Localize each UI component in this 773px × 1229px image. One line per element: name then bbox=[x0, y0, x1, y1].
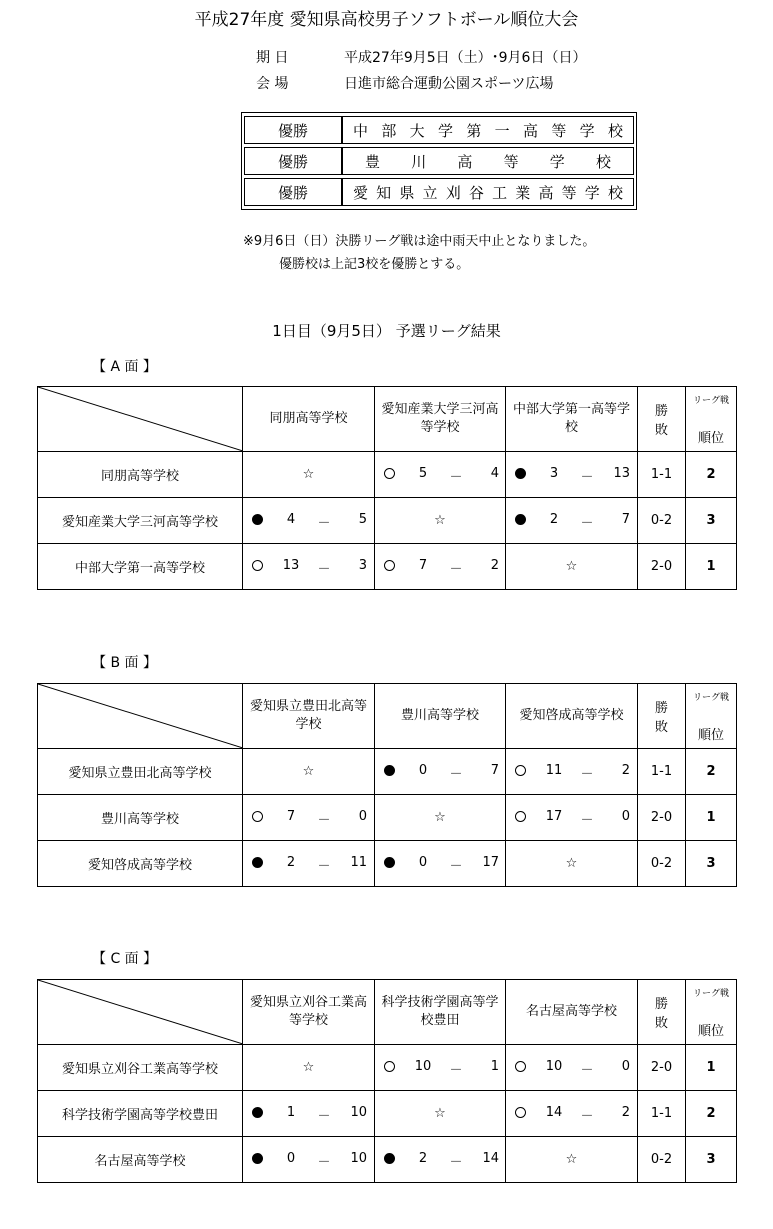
loss-label: 敗 bbox=[654, 720, 668, 735]
score-cell bbox=[243, 795, 375, 841]
diagonal-header-cell bbox=[38, 387, 243, 452]
loss-mark-icon bbox=[252, 1153, 263, 1164]
score-dash: － bbox=[317, 1109, 331, 1124]
win-mark-icon bbox=[515, 1107, 526, 1118]
win-mark-icon bbox=[515, 765, 526, 776]
header-row bbox=[38, 387, 737, 452]
section-label-c: 【 C 面 】 bbox=[92, 951, 158, 967]
self-match-cell: ☆ bbox=[506, 544, 638, 590]
team-name: 豊川高等学校 bbox=[38, 795, 243, 841]
page-title: 平成27年度 愛知県高校男子ソフトボール順位大会 bbox=[194, 10, 579, 30]
column-header: 同朋高等学校 bbox=[243, 387, 375, 452]
winner-row bbox=[244, 178, 634, 206]
team-name: 名古屋高等学校 bbox=[38, 1137, 243, 1183]
score-dash: － bbox=[580, 516, 594, 531]
loss-label: 敗 bbox=[654, 1016, 668, 1031]
score-against: 13 bbox=[613, 466, 630, 481]
loss-mark-icon bbox=[252, 857, 263, 868]
loss-mark-icon bbox=[252, 1107, 263, 1118]
score-for: 4 bbox=[286, 512, 296, 527]
section-label-b: 【 B 面 】 bbox=[92, 655, 157, 671]
score-against: 1 bbox=[490, 1059, 499, 1074]
score-for: 7 bbox=[286, 809, 296, 824]
score-cell bbox=[506, 795, 638, 841]
score-dash: － bbox=[317, 859, 331, 874]
team-name: 愛知啓成高等学校 bbox=[38, 841, 243, 887]
table-row bbox=[38, 498, 737, 544]
score-dash: － bbox=[317, 562, 331, 577]
league-label: リーグ戦 bbox=[692, 396, 729, 406]
team-name: 中部大学第一高等学校 bbox=[38, 544, 243, 590]
section-label-a: 【 A 面 】 bbox=[92, 359, 157, 375]
rank: 1 bbox=[686, 795, 737, 841]
score-for: 10 bbox=[545, 1059, 563, 1074]
loss-mark-icon bbox=[252, 514, 263, 525]
column-header: 愛知産業大学三河高等学校 bbox=[375, 387, 506, 452]
rank: 3 bbox=[686, 841, 737, 887]
score-for: 1 bbox=[286, 1105, 296, 1120]
table-row bbox=[38, 795, 737, 841]
team-name: 同朋高等学校 bbox=[38, 452, 243, 498]
score-against: 2 bbox=[621, 1105, 630, 1120]
record: 0-2 bbox=[638, 1137, 686, 1183]
column-header: 豊川高等学校 bbox=[375, 684, 506, 749]
table-row bbox=[38, 749, 737, 795]
score-against: 10 bbox=[350, 1105, 367, 1120]
score-cell bbox=[375, 1137, 506, 1183]
rank-label: 順位 bbox=[697, 728, 724, 743]
results-table bbox=[37, 683, 737, 887]
score-dash: － bbox=[580, 1109, 594, 1124]
score-against: 17 bbox=[482, 855, 499, 870]
team-name: 科学技術学園高等学校豊田 bbox=[38, 1091, 243, 1137]
rank: 2 bbox=[686, 749, 737, 795]
results-table bbox=[37, 386, 737, 590]
column-header: 愛知啓成高等学校 bbox=[506, 684, 638, 749]
score-for: 14 bbox=[545, 1105, 563, 1120]
winner-school: 愛知県立刈谷工業高等学校 bbox=[342, 178, 634, 206]
self-match-cell: ☆ bbox=[375, 498, 506, 544]
date-value: 平成27年9月5日（土）･9月6日（日） bbox=[344, 50, 587, 66]
score-cell bbox=[506, 749, 638, 795]
loss-mark-icon bbox=[515, 468, 526, 479]
win-label: 勝 bbox=[654, 404, 668, 419]
header-row bbox=[38, 980, 737, 1045]
score-cell bbox=[375, 1045, 506, 1091]
winner-label: 優勝 bbox=[244, 147, 342, 175]
win-mark-icon bbox=[384, 1061, 395, 1072]
win-mark-icon bbox=[384, 468, 395, 479]
win-label: 勝 bbox=[654, 701, 668, 716]
header-row bbox=[38, 684, 737, 749]
score-against: 10 bbox=[350, 1151, 367, 1166]
score-cell bbox=[506, 452, 638, 498]
loss-mark-icon bbox=[384, 765, 395, 776]
score-cell bbox=[506, 1091, 638, 1137]
score-dash: － bbox=[317, 516, 331, 531]
rank-header bbox=[686, 980, 737, 1045]
rank: 1 bbox=[686, 1045, 737, 1091]
team-name: 愛知県立刈谷工業高等学校 bbox=[38, 1045, 243, 1091]
win-mark-icon bbox=[252, 560, 263, 571]
win-loss-header bbox=[638, 387, 686, 452]
rank: 1 bbox=[686, 544, 737, 590]
table-row bbox=[38, 1137, 737, 1183]
loss-mark-icon bbox=[384, 1153, 395, 1164]
score-against: 0 bbox=[358, 809, 367, 824]
score-for: 0 bbox=[286, 1151, 296, 1166]
record: 0-2 bbox=[638, 841, 686, 887]
score-for: 11 bbox=[545, 763, 563, 778]
self-match-cell: ☆ bbox=[243, 749, 375, 795]
rank: 2 bbox=[686, 452, 737, 498]
rank-label: 順位 bbox=[697, 1024, 724, 1039]
win-loss-header bbox=[638, 684, 686, 749]
loss-label: 敗 bbox=[654, 423, 668, 438]
score-cell bbox=[243, 498, 375, 544]
score-for: 7 bbox=[418, 558, 428, 573]
winner-row bbox=[244, 147, 634, 175]
score-against: 2 bbox=[490, 558, 499, 573]
score-against: 7 bbox=[490, 763, 499, 778]
results-table bbox=[37, 979, 737, 1183]
table-row bbox=[38, 1045, 737, 1091]
win-mark-icon bbox=[384, 560, 395, 571]
score-against: 5 bbox=[358, 512, 367, 527]
date-label: 期 日 bbox=[256, 50, 289, 66]
winner-school: 中部大学第一高等学校 bbox=[342, 116, 634, 144]
record: 2-0 bbox=[638, 544, 686, 590]
table-row bbox=[38, 1091, 737, 1137]
record: 2-0 bbox=[638, 795, 686, 841]
self-match-cell: ☆ bbox=[375, 1091, 506, 1137]
score-dash: － bbox=[580, 470, 594, 485]
score-dash: － bbox=[449, 767, 463, 782]
score-cell bbox=[243, 1091, 375, 1137]
winner-label: 優勝 bbox=[244, 178, 342, 206]
score-against: 0 bbox=[621, 1059, 630, 1074]
score-against: 2 bbox=[621, 763, 630, 778]
rank-header bbox=[686, 387, 737, 452]
rank-header bbox=[686, 684, 737, 749]
table-row bbox=[38, 544, 737, 590]
score-against: 4 bbox=[490, 466, 499, 481]
win-mark-icon bbox=[515, 811, 526, 822]
win-mark-icon bbox=[515, 1061, 526, 1072]
column-header: 科学技術学園高等学校豊田 bbox=[375, 980, 506, 1045]
score-against: 0 bbox=[621, 809, 630, 824]
column-header: 中部大学第一高等学校 bbox=[506, 387, 638, 452]
self-match-cell: ☆ bbox=[243, 452, 375, 498]
score-dash: － bbox=[580, 767, 594, 782]
score-cell bbox=[506, 498, 638, 544]
score-for: 2 bbox=[286, 855, 296, 870]
score-dash: － bbox=[317, 1155, 331, 1170]
score-dash: － bbox=[449, 859, 463, 874]
team-name: 愛知県立豊田北高等学校 bbox=[38, 749, 243, 795]
league-label: リーグ戦 bbox=[692, 693, 729, 703]
record: 2-0 bbox=[638, 1045, 686, 1091]
score-cell bbox=[375, 841, 506, 887]
column-header: 愛知県立刈谷工業高等学校 bbox=[243, 980, 375, 1045]
score-for: 2 bbox=[418, 1151, 428, 1166]
winner-school: 豊川高等学校 bbox=[342, 147, 634, 175]
self-match-cell: ☆ bbox=[243, 1045, 375, 1091]
diagonal-header-cell bbox=[38, 980, 243, 1045]
record: 0-2 bbox=[638, 498, 686, 544]
score-for: 2 bbox=[549, 512, 559, 527]
rank: 2 bbox=[686, 1091, 737, 1137]
score-against: 11 bbox=[350, 855, 367, 870]
score-dash: － bbox=[449, 1063, 463, 1078]
record: 1-1 bbox=[638, 452, 686, 498]
score-for: 10 bbox=[414, 1059, 432, 1074]
score-dash: － bbox=[317, 813, 331, 828]
winner-label: 優勝 bbox=[244, 116, 342, 144]
day-title: 1日目（9月5日） 予選リーグ結果 bbox=[272, 322, 501, 340]
score-cell bbox=[243, 841, 375, 887]
winners-table bbox=[241, 112, 637, 210]
self-match-cell: ☆ bbox=[506, 1137, 638, 1183]
note-line-1: ※9月6日（日）決勝リーグ戦は途中雨天中止となりました。 bbox=[243, 234, 596, 249]
team-name: 愛知産業大学三河高等学校 bbox=[38, 498, 243, 544]
score-dash: － bbox=[580, 1063, 594, 1078]
win-label: 勝 bbox=[654, 997, 668, 1012]
self-match-cell: ☆ bbox=[506, 841, 638, 887]
score-cell bbox=[375, 544, 506, 590]
score-dash: － bbox=[449, 1155, 463, 1170]
score-against: 3 bbox=[358, 558, 367, 573]
score-cell bbox=[243, 1137, 375, 1183]
venue-value: 日進市総合運動公園スポーツ広場 bbox=[344, 76, 554, 92]
score-for: 13 bbox=[282, 558, 300, 573]
score-cell bbox=[375, 452, 506, 498]
column-header: 愛知県立豊田北高等学校 bbox=[243, 684, 375, 749]
league-label: リーグ戦 bbox=[692, 989, 729, 999]
rank-label: 順位 bbox=[697, 431, 724, 446]
venue-label: 会 場 bbox=[256, 76, 289, 92]
record: 1-1 bbox=[638, 1091, 686, 1137]
score-for: 0 bbox=[418, 855, 428, 870]
score-for: 0 bbox=[418, 763, 428, 778]
score-dash: － bbox=[449, 470, 463, 485]
score-cell bbox=[243, 544, 375, 590]
table-row bbox=[38, 452, 737, 498]
score-dash: － bbox=[580, 813, 594, 828]
rank: 3 bbox=[686, 1137, 737, 1183]
score-against: 14 bbox=[482, 1151, 499, 1166]
score-cell bbox=[506, 1045, 638, 1091]
score-for: 3 bbox=[549, 466, 559, 481]
table-row bbox=[38, 841, 737, 887]
loss-mark-icon bbox=[515, 514, 526, 525]
self-match-cell: ☆ bbox=[375, 795, 506, 841]
score-for: 5 bbox=[418, 466, 428, 481]
note-line-2: 優勝校は上記3校を優勝とする。 bbox=[279, 257, 470, 272]
winner-row bbox=[244, 116, 634, 144]
diagonal-header-cell bbox=[38, 684, 243, 749]
score-against: 7 bbox=[621, 512, 630, 527]
loss-mark-icon bbox=[384, 857, 395, 868]
score-cell bbox=[375, 749, 506, 795]
win-mark-icon bbox=[252, 811, 263, 822]
score-dash: － bbox=[449, 562, 463, 577]
column-header: 名古屋高等学校 bbox=[506, 980, 638, 1045]
record: 1-1 bbox=[638, 749, 686, 795]
score-for: 17 bbox=[545, 809, 563, 824]
rank: 3 bbox=[686, 498, 737, 544]
win-loss-header bbox=[638, 980, 686, 1045]
